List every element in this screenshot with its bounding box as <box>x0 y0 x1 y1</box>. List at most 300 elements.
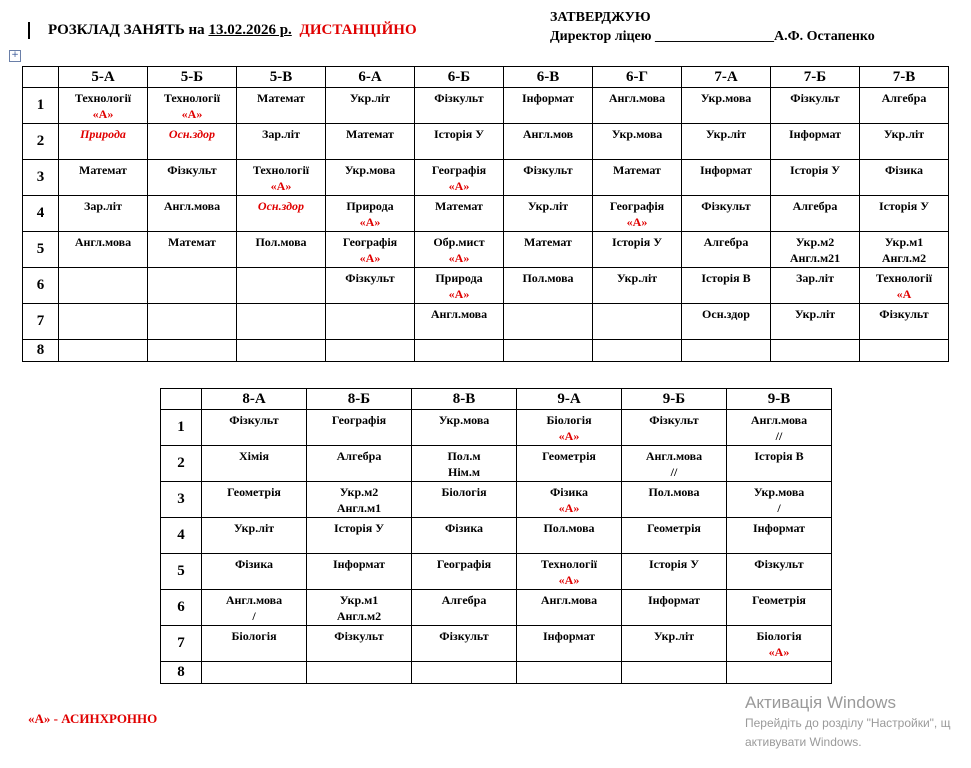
subject-note: «А» <box>359 215 381 229</box>
subject-name: Укр.мова <box>344 163 396 177</box>
lesson-cell <box>412 626 517 662</box>
subject-name: Біологія <box>546 413 592 427</box>
class-header: 7-В <box>860 67 949 88</box>
lesson-cell <box>326 304 415 340</box>
lesson-cell <box>412 662 517 684</box>
lesson-cell <box>682 304 771 340</box>
subject-name: Пол.м <box>447 449 481 463</box>
lesson-cell <box>326 196 415 232</box>
lesson-cell <box>148 232 237 268</box>
lesson-cell <box>771 340 860 362</box>
subject-name: Алгебра <box>441 593 487 607</box>
lesson-cell <box>771 232 860 268</box>
lesson-number: 1 <box>23 88 59 124</box>
subject-name: Географія <box>609 199 665 213</box>
lesson-number: 5 <box>23 232 59 268</box>
class-header: 8-В <box>412 389 517 410</box>
lesson-cell <box>237 88 326 124</box>
lesson-number: 4 <box>161 518 202 554</box>
lesson-cell <box>504 340 593 362</box>
lesson-cell <box>593 88 682 124</box>
lesson-row <box>161 626 832 662</box>
subject-note: «А» <box>181 107 203 121</box>
subject-name: Фізкульт <box>701 199 751 213</box>
subject-name: Осн.здор <box>257 199 305 213</box>
subject-name: Фізкульт <box>754 557 804 571</box>
subject-name: Алгебра <box>881 91 927 105</box>
subject-name: Англ.мова <box>430 307 488 321</box>
lesson-cell <box>307 446 412 482</box>
lesson-cell <box>202 482 307 518</box>
lesson-cell <box>415 268 504 304</box>
lesson-cell <box>326 124 415 160</box>
subject-name: Географія <box>431 163 487 177</box>
lesson-number: 4 <box>23 196 59 232</box>
lesson-row <box>23 160 949 196</box>
lesson-cell <box>682 196 771 232</box>
subject-name: Геометрія <box>227 485 281 499</box>
subject-name: Пол.мова <box>648 485 700 499</box>
subject-name: Математ <box>79 163 127 177</box>
subject-note: «А» <box>768 645 790 659</box>
subject-name: Фізкульт <box>439 629 489 643</box>
subject-name: Технології <box>74 91 132 105</box>
subject-name: Фізика <box>234 557 274 571</box>
lesson-cell <box>148 340 237 362</box>
subject-name: Хімія <box>239 449 269 463</box>
subject-name: Технології <box>875 271 933 285</box>
lesson-cell <box>682 340 771 362</box>
class-header: 6-Г <box>593 67 682 88</box>
lesson-cell <box>771 88 860 124</box>
subject-name: Біологія <box>756 629 802 643</box>
lesson-cell <box>148 160 237 196</box>
lesson-cell <box>307 626 412 662</box>
subject-name: Математ <box>257 91 305 105</box>
lesson-cell <box>237 304 326 340</box>
lesson-number: 2 <box>161 446 202 482</box>
lesson-cell <box>622 554 727 590</box>
subject-name: Математ <box>346 127 394 141</box>
lesson-cell <box>727 482 832 518</box>
lesson-cell <box>593 124 682 160</box>
subject-name: Історія У <box>433 127 485 141</box>
subject-name: Природа <box>435 271 483 285</box>
lesson-cell <box>237 196 326 232</box>
subject-name: Інформат <box>332 557 386 571</box>
text-cursor <box>28 22 30 39</box>
lesson-cell <box>326 232 415 268</box>
lesson-cell <box>727 554 832 590</box>
subject-name: Математ <box>435 199 483 213</box>
lesson-cell <box>517 590 622 626</box>
subject-name: Укр.мова <box>700 91 752 105</box>
subject-name: Технології <box>163 91 221 105</box>
subject-name: Англ.мов <box>522 127 574 141</box>
lesson-cell <box>202 662 307 684</box>
subject-name: Зар.літ <box>84 199 122 213</box>
lesson-cell <box>727 518 832 554</box>
lesson-cell <box>148 88 237 124</box>
lesson-row <box>161 590 832 626</box>
lesson-cell <box>622 518 727 554</box>
subject-note: «А» <box>558 501 580 515</box>
approval-signature-line: Директор ліцею _________________А.Ф. Остапенко <box>550 29 875 44</box>
lesson-cell <box>307 518 412 554</box>
subject-name: Обр.мист <box>433 235 485 249</box>
lesson-cell <box>771 196 860 232</box>
subject-name: Географія <box>436 557 492 571</box>
subject-name: Технології <box>540 557 598 571</box>
subject-name: Пол.мова <box>543 521 595 535</box>
schedule-table-grades-8-9 <box>160 388 832 684</box>
lesson-cell <box>202 590 307 626</box>
lesson-cell <box>504 88 593 124</box>
lesson-cell <box>504 268 593 304</box>
lesson-cell <box>682 232 771 268</box>
subject-note: Англ.м21 <box>789 251 841 265</box>
lesson-number: 7 <box>23 304 59 340</box>
lesson-cell <box>727 410 832 446</box>
watermark-line-1: Перейдіть до розділу "Настройки", щ <box>745 716 951 730</box>
lesson-cell <box>307 590 412 626</box>
lesson-cell <box>517 554 622 590</box>
class-header: 6-А <box>326 67 415 88</box>
subject-name: Біологія <box>441 485 487 499</box>
subject-note: «А» <box>626 215 648 229</box>
subject-name: Пол.мова <box>255 235 307 249</box>
subject-name: Інформат <box>542 629 596 643</box>
subject-name: Інформат <box>699 163 753 177</box>
subject-note: // <box>775 429 783 443</box>
lesson-cell <box>237 124 326 160</box>
subject-name: Географія <box>331 413 387 427</box>
lesson-cell <box>412 590 517 626</box>
lesson-cell <box>412 410 517 446</box>
class-header: 6-В <box>504 67 593 88</box>
subject-name: Укр.м1 <box>339 593 379 607</box>
lesson-cell <box>593 268 682 304</box>
lesson-cell <box>202 626 307 662</box>
legend-async: «А» - АСИНХРОННО <box>28 711 158 726</box>
subject-name: Укр.літ <box>349 91 391 105</box>
subject-name: Алгебра <box>792 199 838 213</box>
subject-name: Фізкульт <box>345 271 395 285</box>
class-header: 9-В <box>727 389 832 410</box>
class-header: 7-Б <box>771 67 860 88</box>
lesson-cell <box>771 160 860 196</box>
lesson-cell <box>412 554 517 590</box>
subject-name: Укр.літ <box>616 271 658 285</box>
subject-name: Математ <box>168 235 216 249</box>
lesson-cell <box>517 662 622 684</box>
subject-name: Історія В <box>754 449 804 463</box>
class-header: 5-В <box>237 67 326 88</box>
lesson-cell <box>517 518 622 554</box>
subject-name: Фізкульт <box>167 163 217 177</box>
lesson-cell <box>504 124 593 160</box>
subject-note: «А» <box>448 287 470 301</box>
subject-name: Історія У <box>333 521 385 535</box>
subject-name: Фізкульт <box>229 413 279 427</box>
class-header: 6-Б <box>415 67 504 88</box>
lesson-cell <box>148 196 237 232</box>
subject-note: / <box>252 609 256 623</box>
lesson-cell <box>517 410 622 446</box>
lesson-cell <box>59 124 148 160</box>
subject-name: Англ.мова <box>163 199 221 213</box>
subject-name: Зар.літ <box>262 127 300 141</box>
subject-note: «А» <box>558 573 580 587</box>
lesson-cell <box>148 124 237 160</box>
lesson-cell <box>860 88 949 124</box>
subject-name: Історія У <box>878 199 930 213</box>
lesson-cell <box>860 196 949 232</box>
subject-name: Укр.літ <box>705 127 747 141</box>
lesson-cell <box>237 340 326 362</box>
subject-name: Англ.мова <box>608 91 666 105</box>
subject-name: Укр.мова <box>611 127 663 141</box>
lesson-row <box>161 662 832 684</box>
subject-note: «А» <box>92 107 114 121</box>
corner-cell <box>23 67 59 88</box>
approval-block <box>550 8 875 46</box>
lesson-cell <box>504 196 593 232</box>
lesson-cell <box>504 304 593 340</box>
lesson-cell <box>412 446 517 482</box>
subject-name: Геометрія <box>542 449 596 463</box>
lesson-cell <box>860 340 949 362</box>
subject-name: Технології <box>252 163 310 177</box>
subject-name: Укр.літ <box>233 521 275 535</box>
lesson-cell <box>307 662 412 684</box>
subject-name: Англ.мова <box>540 593 598 607</box>
lesson-row <box>161 554 832 590</box>
lesson-cell <box>682 124 771 160</box>
lesson-row <box>23 304 949 340</box>
lesson-row <box>161 410 832 446</box>
windows-activation-watermark <box>745 692 950 752</box>
subject-name: Укр.м1 <box>884 235 924 249</box>
subject-name: Природа <box>346 199 394 213</box>
lesson-number: 5 <box>161 554 202 590</box>
lesson-cell <box>307 410 412 446</box>
lesson-cell <box>727 626 832 662</box>
lesson-cell <box>771 268 860 304</box>
lesson-cell <box>593 196 682 232</box>
table-header-row <box>23 67 949 88</box>
subject-name: Фізкульт <box>434 91 484 105</box>
class-header: 8-Б <box>307 389 412 410</box>
page-title <box>48 22 417 39</box>
subject-name: Осн.здор <box>702 307 750 321</box>
lesson-cell <box>415 304 504 340</box>
lesson-cell <box>593 304 682 340</box>
subject-name: Фізкульт <box>879 307 929 321</box>
mode-label: ДИСТАНЦІЙНО <box>299 22 417 38</box>
subject-name: Укр.літ <box>794 307 836 321</box>
lesson-cell <box>412 518 517 554</box>
lesson-number: 7 <box>161 626 202 662</box>
lesson-cell <box>148 268 237 304</box>
lesson-cell <box>682 160 771 196</box>
lesson-cell <box>682 88 771 124</box>
subject-name: Укр.мова <box>438 413 490 427</box>
lesson-cell <box>202 518 307 554</box>
subject-name: Географія <box>342 235 398 249</box>
subject-name: Історія У <box>789 163 841 177</box>
lesson-row <box>23 268 949 304</box>
subject-name: Математ <box>524 235 572 249</box>
subject-name: Англ.мова <box>74 235 132 249</box>
table-move-handle-icon[interactable]: + <box>9 50 21 62</box>
table-header-row <box>161 389 832 410</box>
lesson-cell <box>727 662 832 684</box>
class-header: 5-А <box>59 67 148 88</box>
subject-name: Природа <box>80 127 126 141</box>
lesson-cell <box>412 482 517 518</box>
subject-name: Геометрія <box>752 593 806 607</box>
lesson-cell <box>326 88 415 124</box>
subject-name: Фізика <box>884 163 924 177</box>
subject-name: Зар.літ <box>796 271 834 285</box>
lesson-cell <box>682 268 771 304</box>
lesson-cell <box>727 590 832 626</box>
subject-name: Інформат <box>752 521 806 535</box>
corner-cell <box>161 389 202 410</box>
lesson-number: 2 <box>23 124 59 160</box>
subject-note: «А» <box>359 251 381 265</box>
subject-note: Нім.м <box>447 465 480 479</box>
subject-name: Алгебра <box>703 235 749 249</box>
subject-name: Укр.м2 <box>339 485 379 499</box>
lesson-cell <box>517 482 622 518</box>
subject-note: Англ.м2 <box>881 251 927 265</box>
subject-name: Алгебра <box>336 449 382 463</box>
lesson-cell <box>727 446 832 482</box>
subject-name: Історія У <box>648 557 700 571</box>
lesson-cell <box>59 196 148 232</box>
subject-name: Математ <box>613 163 661 177</box>
lesson-number: 8 <box>161 662 202 684</box>
class-header: 7-А <box>682 67 771 88</box>
lesson-cell <box>860 232 949 268</box>
lesson-cell <box>860 124 949 160</box>
class-header: 9-А <box>517 389 622 410</box>
lesson-cell <box>622 662 727 684</box>
lesson-cell <box>504 160 593 196</box>
lesson-cell <box>860 268 949 304</box>
lesson-cell <box>860 304 949 340</box>
lesson-cell <box>202 446 307 482</box>
title-prefix: РОЗКЛАД ЗАНЯТЬ на <box>48 22 205 38</box>
subject-name: Фізкульт <box>523 163 573 177</box>
subject-name: Фізкульт <box>649 413 699 427</box>
schedule-table-grades-5-7 <box>22 66 949 362</box>
lesson-cell <box>593 232 682 268</box>
subject-name: Історія В <box>701 271 751 285</box>
lesson-cell <box>326 160 415 196</box>
lesson-cell <box>202 410 307 446</box>
lesson-number: 8 <box>23 340 59 362</box>
lesson-row <box>23 124 949 160</box>
lesson-cell <box>622 410 727 446</box>
subject-name: Геометрія <box>647 521 701 535</box>
subject-note: / <box>777 501 781 515</box>
lesson-cell <box>202 554 307 590</box>
subject-note: Англ.м1 <box>336 501 382 515</box>
lesson-cell <box>860 160 949 196</box>
lesson-cell <box>148 304 237 340</box>
class-header: 5-Б <box>148 67 237 88</box>
subject-name: Інформат <box>647 593 701 607</box>
lesson-row <box>23 232 949 268</box>
subject-name: Укр.літ <box>527 199 569 213</box>
lesson-cell <box>59 232 148 268</box>
subject-name: Укр.мова <box>753 485 805 499</box>
lesson-cell <box>237 268 326 304</box>
lesson-cell <box>415 340 504 362</box>
subject-note: // <box>670 465 678 479</box>
subject-note: «А» <box>448 179 470 193</box>
lesson-cell <box>59 304 148 340</box>
subject-name: Історія У <box>611 235 663 249</box>
lesson-cell <box>622 482 727 518</box>
lesson-cell <box>415 124 504 160</box>
lesson-cell <box>59 340 148 362</box>
subject-name: Пол.мова <box>522 271 574 285</box>
lesson-cell <box>307 482 412 518</box>
lesson-cell <box>622 626 727 662</box>
subject-name: Фізика <box>444 521 484 535</box>
subject-note: «А» <box>448 251 470 265</box>
lesson-cell <box>517 626 622 662</box>
lesson-cell <box>59 88 148 124</box>
lesson-cell <box>504 232 593 268</box>
lesson-row <box>23 196 949 232</box>
lesson-cell <box>326 268 415 304</box>
lesson-cell <box>307 554 412 590</box>
subject-note: «А» <box>558 429 580 443</box>
subject-name: Укр.літ <box>883 127 925 141</box>
lesson-cell <box>622 446 727 482</box>
subject-note: Англ.м2 <box>336 609 382 623</box>
lesson-cell <box>771 124 860 160</box>
subject-name: Осн.здор <box>168 127 216 141</box>
subject-name: Біологія <box>231 629 277 643</box>
subject-name: Укр.літ <box>653 629 695 643</box>
lesson-cell <box>517 446 622 482</box>
lesson-row <box>161 518 832 554</box>
lesson-row <box>23 88 949 124</box>
lesson-cell <box>415 196 504 232</box>
subject-name: Інформат <box>521 91 575 105</box>
watermark-line-2: активувати Windows. <box>745 735 862 749</box>
lesson-cell <box>237 232 326 268</box>
subject-name: Фізкульт <box>790 91 840 105</box>
lesson-cell <box>415 232 504 268</box>
schedule-date: 13.02.2026 р. <box>208 22 292 38</box>
subject-name: Укр.м2 <box>795 235 835 249</box>
lesson-cell <box>593 160 682 196</box>
subject-name: Фізкульт <box>334 629 384 643</box>
lesson-cell <box>593 340 682 362</box>
lesson-number: 6 <box>23 268 59 304</box>
lesson-number: 6 <box>161 590 202 626</box>
approval-title: ЗАТВЕРДЖУЮ <box>550 10 651 25</box>
lesson-number: 1 <box>161 410 202 446</box>
lesson-row <box>161 482 832 518</box>
